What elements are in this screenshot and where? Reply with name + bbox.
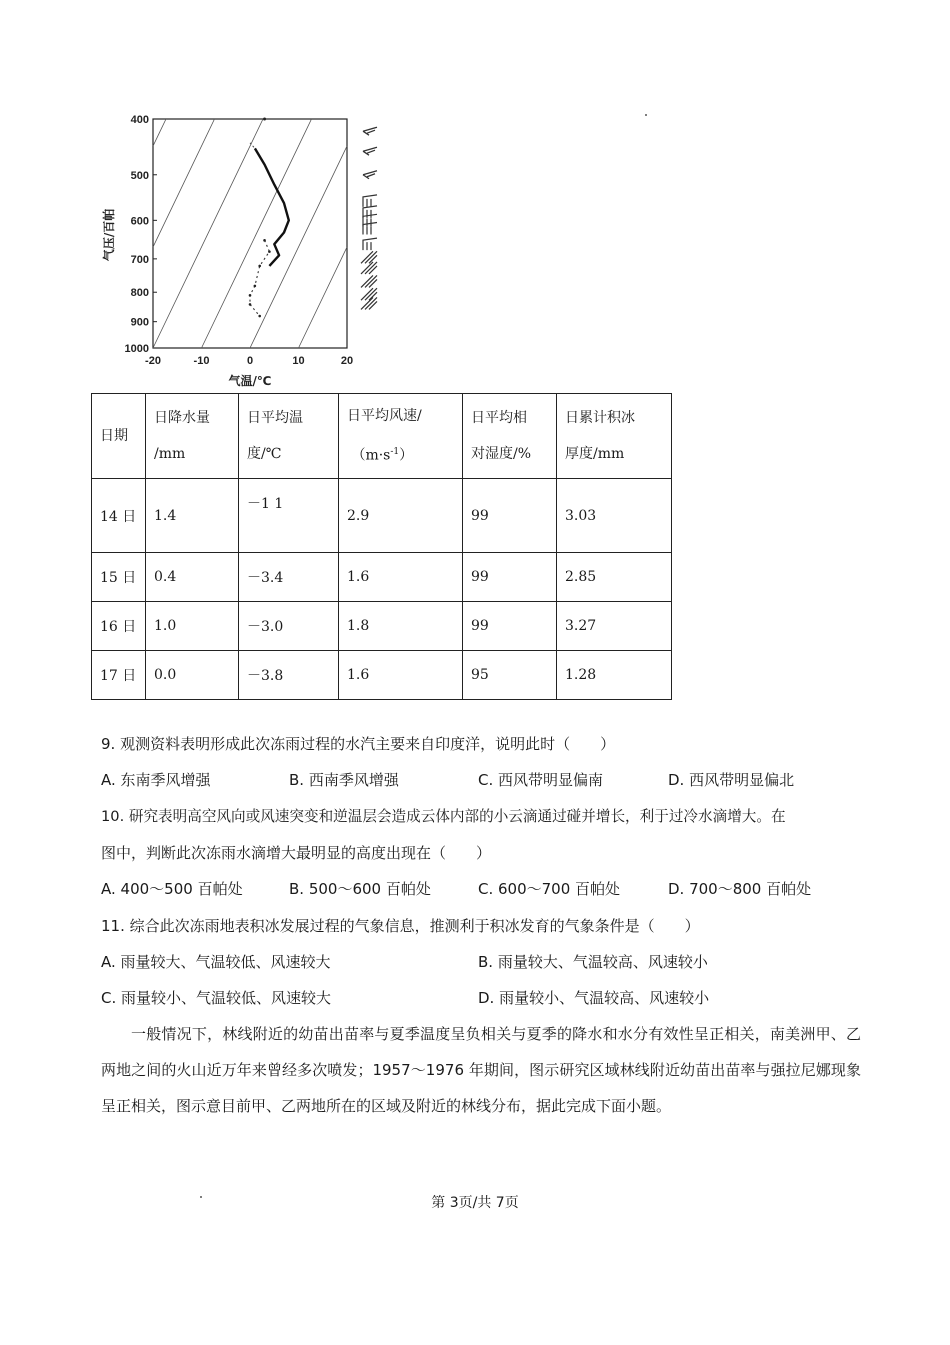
page-footer: 第 3页/共 7页	[431, 1195, 519, 1211]
cell-humidity: 95	[463, 651, 557, 700]
isotherm-line	[153, 119, 263, 348]
q10-option-b: B. 500～600 百帕处	[289, 880, 431, 898]
table-row	[92, 651, 672, 700]
q11-option-c: C. 雨量较小、气温较低、风速较大	[101, 989, 332, 1007]
table-row	[92, 553, 672, 602]
cell-precip: 0.0	[146, 651, 239, 700]
cell-ice: 3.03	[557, 479, 672, 553]
cell-humidity: 99	[463, 553, 557, 602]
wind-barb	[363, 195, 377, 207]
y-axis-label: 气压/百帕	[102, 208, 116, 262]
plot-frame	[153, 119, 347, 348]
table-header-row	[92, 394, 672, 479]
cell-date: 16 日	[92, 602, 146, 651]
dewpoint-point	[258, 265, 261, 268]
x-tick-label: 20	[340, 355, 354, 367]
cell-ice: 1.28	[557, 651, 672, 700]
intro-paragraph: 一般情况下，林线附近的幼苗出苗率与夏季温度呈负相关与夏季的降水和水分有效性呈正相关，南美洲甲、乙两地之间的火山近万年来曾经多次喷发；1957～1976 年期间，图示研究区域林线附近幼苗出苗率与强拉尼娜现象呈正相关，图示意目前甲、乙两地所在的区域及附近的林线分布，据此完成下面小题。	[101, 1025, 861, 1115]
cell-date: 17 日	[92, 651, 146, 700]
dewpoint-point	[249, 303, 252, 306]
cell-date: 14 日	[92, 479, 146, 553]
stray-dot	[645, 114, 647, 116]
x-tick-label: 0	[246, 355, 254, 367]
y-tick-label: 900	[130, 316, 149, 329]
wind-barb	[361, 251, 377, 263]
wind-barb	[361, 288, 377, 300]
x-axis-label: 气温/℃	[228, 374, 272, 388]
dewpoint-point	[254, 285, 257, 288]
table-row	[92, 479, 672, 553]
cell-date: 15 日	[92, 553, 146, 602]
temperature-line	[255, 148, 289, 266]
y-tick-label: 600	[130, 215, 149, 228]
top-marker	[263, 118, 266, 121]
dewpoint-point	[268, 250, 271, 253]
cell-temp: －3.4	[239, 553, 339, 602]
dewpoint-point	[249, 294, 252, 297]
cell-temp: －1 1	[239, 479, 339, 553]
q9-option-c: C. 西风带明显偏南	[478, 771, 604, 789]
header-wind: 日平均风速/ $(m\cdot s^{-1})$	[339, 394, 463, 479]
x-tick-labels	[145, 355, 353, 367]
q10-option-d: D. 700～800 百帕处	[668, 880, 812, 898]
isotherm-line	[250, 146, 347, 348]
wind-barb	[363, 223, 377, 235]
cell-humidity: 99	[463, 602, 557, 651]
cell-wind: 2.9	[339, 479, 463, 553]
isotherm-line	[153, 119, 215, 247]
y-tick-label: 800	[130, 287, 149, 300]
question-11: 11. 综合此次冻雨地表积冰发展过程的气象信息，推测利于积冰发育的气象条件是（ ）	[101, 917, 700, 935]
x-tick-label: -10	[193, 355, 210, 367]
cell-ice: 3.27	[557, 602, 672, 651]
isotherm-line	[153, 119, 166, 146]
y-tick-label: 700	[130, 253, 149, 266]
chart-svg	[95, 100, 405, 392]
cell-precip: 1.0	[146, 602, 239, 651]
temperature-dotted	[250, 143, 255, 149]
table-row	[92, 602, 672, 651]
cell-wind: 1.8	[339, 602, 463, 651]
question-9: 9. 观测资料表明形成此次冻雨过程的水汽主要来自印度洋，说明此时（ ）	[101, 735, 616, 753]
wind-barb	[361, 297, 377, 309]
wind-barb	[363, 171, 377, 179]
cell-precip: 0.4	[146, 553, 239, 602]
skewed-isotherms	[153, 119, 347, 348]
isotherm-line	[299, 247, 348, 348]
dewpoint-line	[250, 240, 269, 316]
wind-barb	[363, 238, 377, 250]
header-ice: 日累计积冰 厚度/mm	[557, 394, 672, 479]
q11-option-d: D. 雨量较小、气温较高、风速较小	[478, 989, 710, 1007]
header-date: 日期	[92, 394, 146, 479]
q9-option-d: D. 西风带明显偏北	[668, 771, 795, 789]
q9-option-b: B. 西南季风增强	[289, 771, 399, 789]
cell-precip: 1.4	[146, 479, 239, 553]
wind-barb	[361, 275, 377, 287]
y-tick-labels	[125, 114, 157, 355]
cell-temp: －3.0	[239, 602, 339, 651]
q10-option-a: A. 400～500 百帕处	[101, 880, 243, 898]
wind-barb	[363, 147, 377, 155]
wind-barb	[361, 262, 377, 274]
header-precip: 日降水量 /mm	[146, 394, 239, 479]
header-temp: 日平均温 度/℃	[239, 394, 339, 479]
cell-wind: 1.6	[339, 651, 463, 700]
x-tick-label: -20	[145, 355, 161, 367]
wind-barbs	[361, 127, 377, 309]
y-tick-label: 500	[130, 169, 149, 182]
cell-ice: 2.85	[557, 553, 672, 602]
question-10-line2: 图中，判断此次冻雨水滴增大最明显的高度出现在（ ）	[101, 844, 492, 862]
weather-table	[91, 393, 672, 700]
cell-humidity: 99	[463, 479, 557, 553]
q11-option-a: A. 雨量较大、气温较低、风速较大	[101, 953, 331, 971]
dewpoint-point	[258, 315, 261, 318]
wind-barb	[363, 127, 377, 135]
dewpoint-point	[263, 239, 266, 242]
header-humidity: 日平均相 对湿度/%	[463, 394, 557, 479]
cell-temp: －3.8	[239, 651, 339, 700]
q10-option-c: C. 600～700 百帕处	[478, 880, 621, 898]
x-tick-label: 10	[292, 355, 305, 367]
cell-wind: 1.6	[339, 553, 463, 602]
skewt-chart	[95, 100, 405, 392]
q11-option-b: B. 雨量较大、气温较高、风速较小	[478, 953, 708, 971]
q9-option-a: A. 东南季风增强	[101, 771, 211, 789]
y-tick-label: 1000	[124, 343, 149, 355]
question-10-line1: 10. 研究表明高空风向或风速突变和逆温层会造成云体内部的小云滴通过碰并增长，利于过冷水滴增大。在	[101, 808, 786, 825]
y-tick-label: 400	[130, 114, 149, 126]
chart-series	[249, 118, 289, 318]
